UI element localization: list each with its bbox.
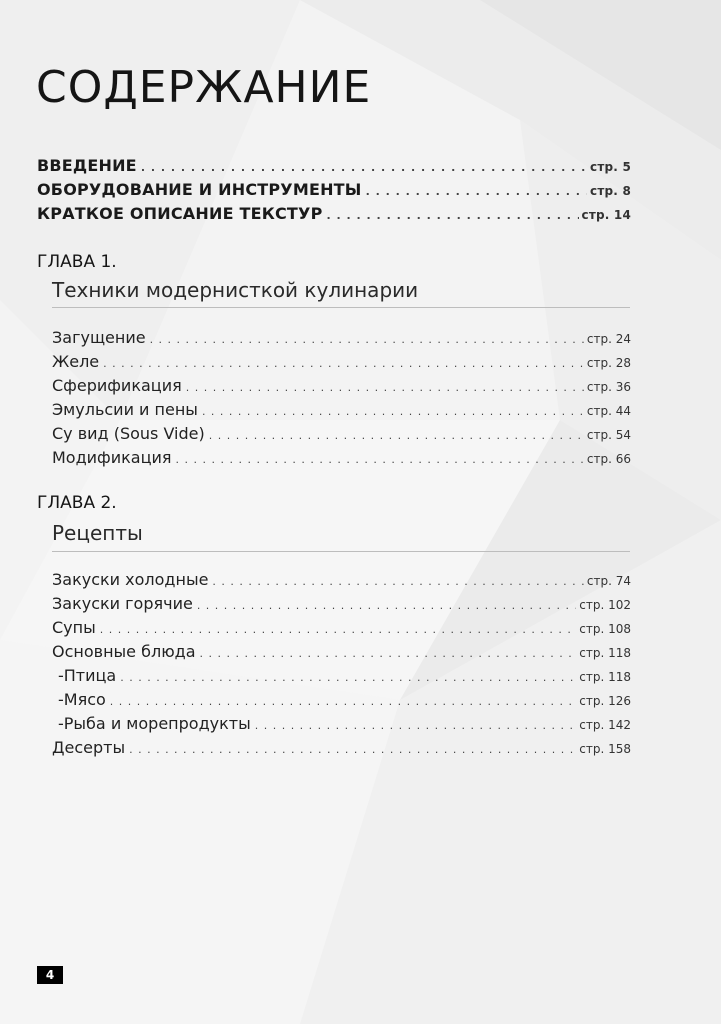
toc-entry-label: Сферификация — [52, 376, 182, 395]
toc-entry-label: Закуски горячие — [52, 594, 193, 613]
toc-entry-label: Загущение — [52, 328, 146, 347]
toc-entry[interactable] — [52, 400, 631, 424]
toc-entry[interactable] — [52, 642, 631, 666]
dot-leader — [129, 743, 576, 756]
toc-entry-label: Су вид (Sous Vide) — [52, 424, 205, 443]
toc-entry[interactable] — [52, 594, 631, 618]
toc-entry-label: -Мясо — [58, 690, 106, 709]
dot-leader — [120, 671, 576, 684]
toc-entry[interactable] — [52, 714, 631, 738]
chapter-2-title: Рецепты — [52, 521, 143, 545]
dot-leader — [150, 333, 584, 346]
toc-entry[interactable] — [52, 666, 631, 690]
page-title: СОДЕРЖАНИЕ — [36, 62, 372, 113]
toc-entry-page: стр. 24 — [586, 332, 631, 346]
toc-entry[interactable] — [52, 328, 631, 352]
toc-entry-page: стр. 54 — [586, 428, 631, 442]
toc-entry-page: стр. 5 — [590, 160, 631, 174]
dot-leader — [202, 405, 584, 418]
toc-entry-label: -Птица — [58, 666, 117, 685]
toc-entry-label: ВВЕДЕНИЕ — [37, 156, 137, 175]
toc-entry-introduction[interactable] — [37, 156, 631, 180]
toc-entry[interactable] — [52, 448, 631, 472]
toc-entry[interactable] — [52, 352, 631, 376]
chapter-1-label: ГЛАВА 1. — [37, 252, 117, 272]
toc-entry-page: стр. 142 — [579, 718, 631, 732]
toc-entry-label: Основные блюда — [52, 642, 196, 661]
toc-entry-page: стр. 158 — [579, 742, 631, 756]
toc-entry-label: ОБОРУДОВАНИЕ И ИНСТРУМЕНТЫ — [37, 180, 362, 199]
toc-entry-label: Эмульсии и пены — [52, 400, 198, 419]
toc-entry-page: стр. 118 — [579, 646, 631, 660]
toc-entry-page: стр. 14 — [581, 208, 631, 222]
toc-entry-page: стр. 8 — [590, 184, 631, 198]
dot-leader — [366, 185, 587, 198]
toc-entry[interactable] — [52, 376, 631, 400]
dot-leader — [200, 647, 577, 660]
toc-entry-page: стр. 66 — [586, 452, 631, 466]
page-number: 4 — [37, 966, 63, 984]
dot-leader — [197, 599, 576, 612]
toc-entry[interactable] — [52, 738, 631, 762]
dot-leader — [209, 429, 584, 442]
toc-entry-label: КРАТКОЕ ОПИСАНИЕ ТЕКСТУР — [37, 204, 323, 223]
toc-entry-page: стр. 74 — [586, 574, 631, 588]
toc-entry-page: стр. 118 — [579, 670, 631, 684]
toc-entry-label: Желе — [52, 352, 100, 371]
dot-leader — [327, 209, 579, 222]
toc-entry[interactable] — [52, 618, 631, 642]
chapter-2-label: ГЛАВА 2. — [37, 493, 117, 513]
dot-leader — [212, 575, 583, 588]
toc-entry-label: Закуски холодные — [52, 570, 209, 589]
toc-entry-label: Модификация — [52, 448, 172, 467]
toc-entry-page: стр. 28 — [586, 356, 631, 370]
toc-entry-label: Супы — [52, 618, 96, 637]
dot-leader — [186, 381, 584, 394]
chapter-2-divider — [52, 551, 630, 552]
dot-leader — [141, 161, 587, 174]
toc-entry-equipment[interactable] — [37, 180, 631, 204]
dot-leader — [176, 453, 584, 466]
chapter-1-title: Техники модернисткой кулинарии — [52, 278, 419, 302]
dot-leader — [110, 695, 576, 708]
dot-leader — [103, 357, 584, 370]
toc-entry-textures[interactable] — [37, 204, 631, 228]
toc-entry-page: стр. 126 — [579, 694, 631, 708]
dot-leader — [255, 719, 577, 732]
toc-entry[interactable] — [52, 424, 631, 448]
toc-entry-page: стр. 36 — [586, 380, 631, 394]
toc-entry-label: Десерты — [52, 738, 126, 757]
toc-entry-page: стр. 108 — [579, 622, 631, 636]
toc-entry[interactable] — [52, 570, 631, 594]
toc-entry-page: стр. 102 — [579, 598, 631, 612]
toc-entry-page: стр. 44 — [586, 404, 631, 418]
chapter-1-divider — [52, 307, 630, 308]
toc-entry[interactable] — [52, 690, 631, 714]
toc-entry-label: -Рыба и морепродукты — [58, 714, 251, 733]
dot-leader — [100, 623, 577, 636]
